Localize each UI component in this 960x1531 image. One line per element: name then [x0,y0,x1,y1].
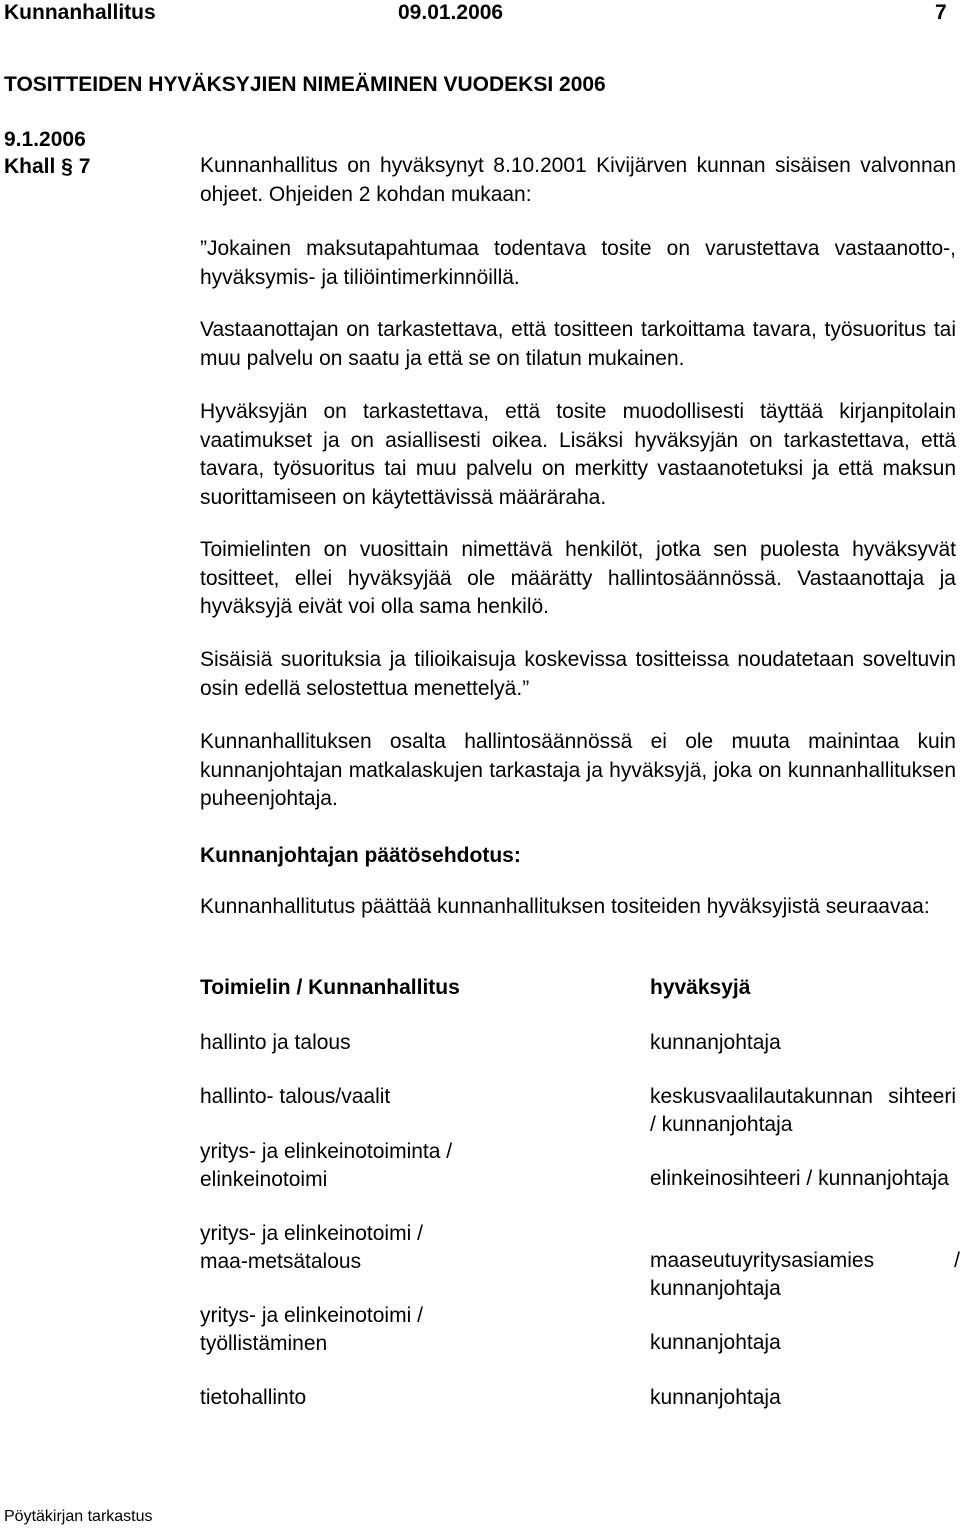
approver-cell: kunnanjohtaja [650,1331,781,1354]
footer-text: Pöytäkirjan tarkastus [4,1508,153,1525]
unit-cell: yritys- ja elinkeinotoimi / maa-metsätalous [200,1222,423,1273]
paragraph-5: Toimielinten on vuosittain nimettävä henkilöt, jotka sen puolesta hyväksyvät tositteet, ellei hyväksyjää ole määrätty hallintosäännössä. Vastaanottaja ja hyväksyjä eivät voi olla sama henkilö. [200,538,956,618]
paragraph-1: Kunnanhallitus on hyväksynyt 8.10.2001 Kivijärven kunnan sisäisen valvonnan ohjeet. Ohjeiden 2 kohdan mukaan: [200,154,956,206]
approver-cell: kunnanjohtaja [650,1031,781,1054]
column-header-approver: hyväksyjä [650,976,751,999]
approver-cell: kunnanjohtaja [650,1386,781,1409]
paragraph-6: Sisäisiä suorituksia ja tilioikaisuja koskevissa tositteissa noudatetaan soveltuvin osin edellä selostettua menettelyä.” [200,648,956,700]
proposal-heading: Kunnanjohtajan päätösehdotus: [200,844,521,867]
unit-cell: yritys- ja elinkeinotoiminta / elinkeinotoimi [200,1140,453,1191]
paragraph-3: Vastaanottajan on tarkastettava, että tositteen tarkoittama tavara, työsuoritus tai muu palvelu on saatu ja että se on tilatun mukainen. [200,318,956,370]
approver-cell: elinkeinosihteeri / kunnanjohtaja [650,1167,949,1190]
page-title: TOSITTEIDEN HYVÄKSYJIEN NIMEÄMINEN VUODEKSI 2006 [4,73,606,96]
paragraph-4: Hyväksyjän on tarkastettava, että tosite muodollisesti täyttää kirjanpitolain vaatimukset ja on asiallisesti oikea. Lisäksi hyväksyjän on tarkastettava, että tavara, työsuoritus tai muu palvelu on merkitty vastaanotetuksi ja että maksun suorittamiseen on käytettävissä määräraha. [200,400,956,509]
unit-cell: yritys- ja elinkeinotoimi / työllistäminen [200,1304,423,1355]
approver-cell: keskusvaalilautakunnan sihteeri / kunnanjohtaja [650,1085,956,1136]
unit-cell: hallinto ja talous [200,1031,351,1054]
approver-cell: maaseutuyritysasiamies / kunnanjohtaja [650,1249,960,1300]
unit-cell: tietohallinto [200,1386,307,1409]
paragraph-2: ”Jokainen maksutapahtumaa todentava tosite on varustettava vastaanotto-, hyväksymis- ja tiliöintimerkinnöillä. [200,237,956,289]
proposal-text: Kunnanhallitutus päättää kunnanhallituksen tositeiden hyväksyjistä seuraavaa: [200,895,930,918]
unit-cell: hallinto- talous/vaalit [200,1085,391,1108]
meeting-date: 9.1.2006 [4,128,86,151]
page-number: 7 [935,1,947,24]
header-organ: Kunnanhallitus [4,1,156,24]
column-header-unit: Toimielin / Kunnanhallitus [200,976,460,999]
header-date: 09.01.2006 [398,1,504,24]
section-number: Khall § 7 [4,155,91,178]
paragraph-7: Kunnanhallituksen osalta hallintosäännössä ei ole muuta mainintaa kuin kunnanjohtajan matkalaskujen tarkastaja ja hyväksyjä, joka on kunnanhallituksen puheenjohtaja. [200,730,956,810]
